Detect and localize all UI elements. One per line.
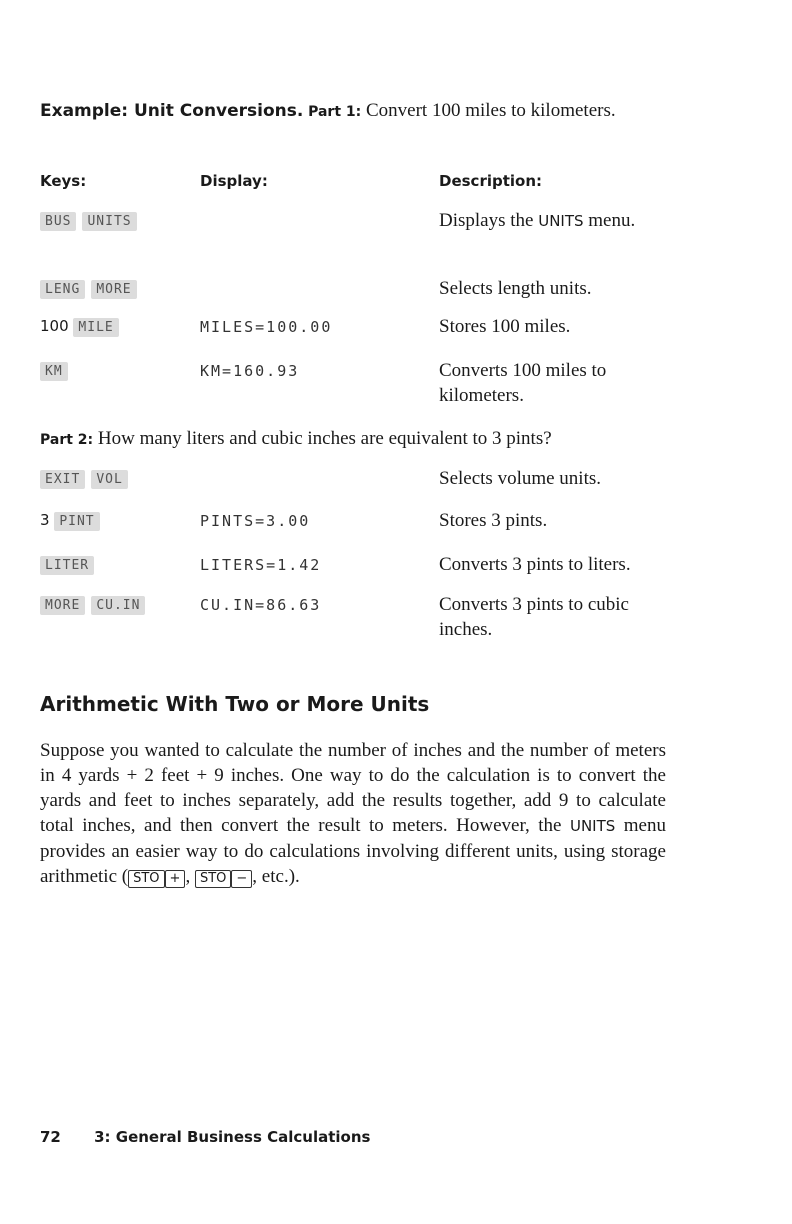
part1-text: Convert 100 miles to kilometers.: [366, 100, 616, 121]
softkey-km: KM: [40, 362, 68, 381]
display-cell: KM=160.93: [200, 362, 300, 380]
body-paragraph: [40, 738, 666, 889]
key-entry: 100: [40, 317, 69, 335]
description-cell: Stores 100 miles.: [439, 316, 571, 337]
page-footer: [40, 1128, 370, 1146]
softkey-cu-in: CU.IN: [91, 596, 145, 615]
keys-cell: [40, 555, 100, 575]
description-text: Displays the: [439, 210, 539, 231]
keys-header: Keys:: [40, 172, 87, 190]
display-cell: MILES=100.00: [200, 318, 333, 336]
softkey-more: MORE: [40, 596, 85, 615]
softkey-liter: LITER: [40, 556, 94, 575]
softkey-leng: LENG: [40, 280, 85, 299]
paragraph-text: ,: [185, 866, 195, 887]
keys-cell: [40, 511, 106, 531]
description-header: Description:: [439, 172, 543, 190]
display-header: Display:: [200, 172, 268, 190]
intro-paragraph: [40, 98, 680, 125]
description-cell: Converts 3 pints to cubic inches.: [439, 594, 629, 640]
paragraph-text: menu provides an easier way to do calculations involving different units, using storage arithmetic (: [40, 815, 666, 887]
key-plus: +: [165, 870, 186, 888]
paragraph-text: , etc.).: [252, 866, 300, 887]
softkey-exit: EXIT: [40, 470, 85, 489]
description-text: menu.: [583, 210, 636, 231]
softkey-bus: BUS: [40, 212, 76, 231]
key-entry: 3: [40, 511, 50, 529]
display-cell: CU.IN=86.63: [200, 596, 322, 614]
part2-text: How many liters and cubic inches are equivalent to 3 pints?: [97, 428, 552, 449]
page-number: 72: [40, 1128, 61, 1146]
paragraph-text: Suppose you wanted to calculate the number of inches and the number of meters in 4 yards + 2 feet + 9 inches. One way to do the calculation is to convert the yards and feet to inches separately, add the results together, add 9 to calculate total inches, and then convert the result to meters. However, the: [40, 740, 666, 836]
description-cell: [439, 208, 679, 234]
description-cell: Converts 100 miles to kilometers.: [439, 360, 607, 406]
description-cell: Converts 3 pints to liters.: [439, 554, 631, 575]
softkey-more: MORE: [91, 280, 136, 299]
part2-question: [40, 428, 740, 450]
keys-cell: [40, 361, 74, 381]
part2-label: Part 2:: [40, 432, 94, 448]
chapter-title: 3: General Business Calculations: [94, 1128, 371, 1146]
softkey-units: UNITS: [82, 212, 136, 231]
menu-name: UNITS: [538, 212, 584, 230]
key-sto: STO: [195, 870, 231, 888]
keys-cell: [40, 279, 143, 299]
example-label: Example: Unit Conversions.: [40, 101, 304, 121]
display-cell: LITERS=1.42: [200, 556, 322, 574]
softkey-vol: VOL: [91, 470, 127, 489]
softkey-pint: PINT: [54, 512, 99, 531]
keys-cell: [40, 595, 151, 615]
menu-name: UNITS: [569, 817, 616, 835]
section-title: Arithmetic With Two or More Units: [40, 692, 430, 716]
description-cell: Selects length units.: [439, 278, 592, 299]
keys-cell: [40, 317, 125, 337]
description-cell: Stores 3 pints.: [439, 510, 548, 531]
key-minus: −: [231, 870, 252, 888]
softkey-mile: MILE: [73, 318, 118, 337]
description-cell: Selects volume units.: [439, 468, 602, 489]
keys-cell: [40, 469, 134, 489]
key-sto: STO: [128, 870, 164, 888]
display-cell: PINTS=3.00: [200, 512, 311, 530]
keys-cell: [40, 211, 143, 231]
part1-label: Part 1:: [308, 104, 362, 120]
